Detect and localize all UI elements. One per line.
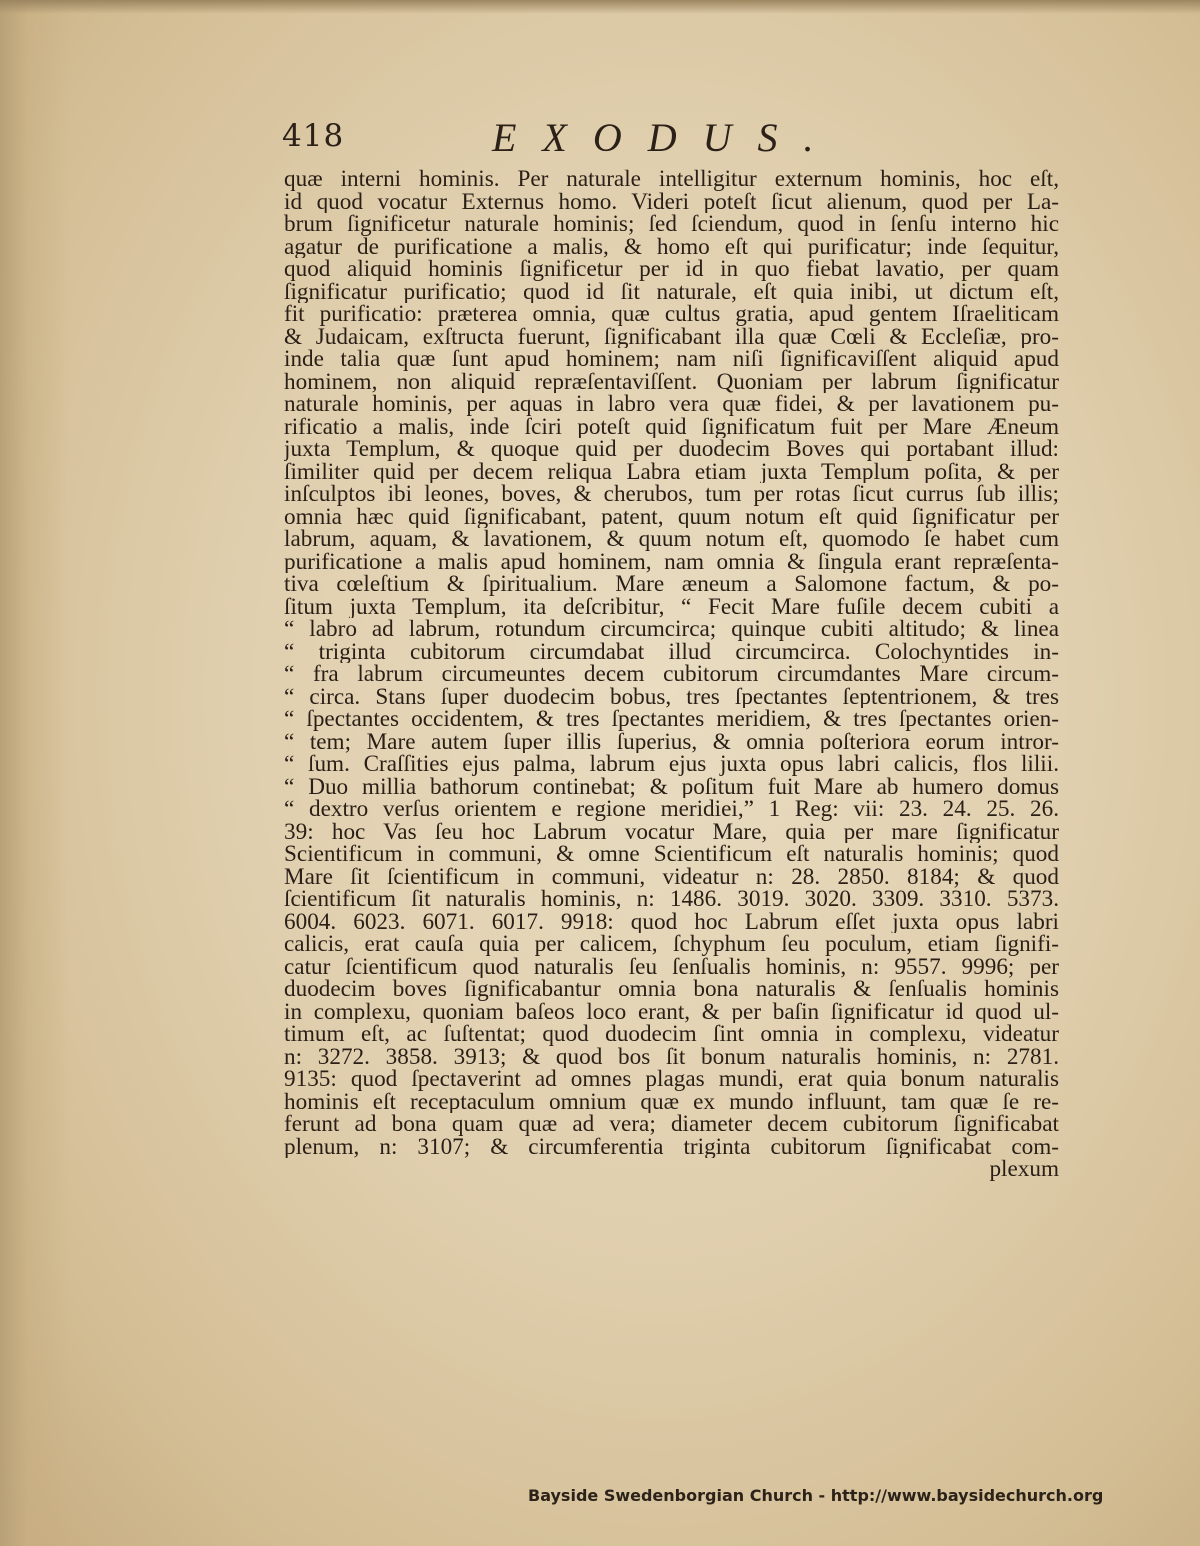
text-line: catur ſcientificum quod naturalis ſeu ſenſualis hominis, n: 9557. 9996; per	[284, 955, 1059, 978]
text-line: omnia hæc quid ſignificabant, patent, quum notum eſt quid ſignificatur per	[284, 505, 1059, 528]
text-line: tiva cœleſtium & ſpiritualium. Mare æneum a Salomone factum, & po-	[284, 573, 1059, 596]
text-line: n: 3272. 3858. 3913; & quod bos ſit bonum naturalis hominis, n: 2781.	[284, 1045, 1059, 1068]
text-line: hominis eſt receptaculum omnium quæ ex mundo influunt, tam quæ ſe re-	[284, 1090, 1059, 1113]
text-line: 9135: quod ſpectaverint ad omnes plagas mundi, erat quia bonum naturalis	[284, 1068, 1059, 1091]
text-line: “ labro ad labrum, rotundum circumcirca; quinque cubiti altitudo; & linea	[284, 618, 1059, 641]
text-line: juxta Templum, & quoque quid per duodecim Boves qui portabant illud:	[284, 438, 1059, 461]
text-line: calicis, erat cauſa quia per calicem, ſchyphum ſeu poculum, etiam ſignifi-	[284, 933, 1059, 956]
text-line: “ circa. Stans ſuper duodecim bobus, tres ſpectantes ſeptentrionem, & tres	[284, 685, 1059, 708]
body-text	[284, 168, 1059, 1181]
text-line: 6004. 6023. 6071. 6017. 9918: quod hoc Labrum eſſet juxta opus labri	[284, 910, 1059, 933]
gutter-shadow	[0, 0, 70, 1546]
text-line: quæ interni hominis. Per naturale intelligitur externum hominis, hoc eſt,	[284, 168, 1059, 191]
text-line: naturale hominis, per aquas in labro vera quæ fidei, & per lavationem pu-	[284, 393, 1059, 416]
text-line: fit purificatio: præterea omnia, quæ cultus gratia, apud gentem Iſraeliticam	[284, 303, 1059, 326]
text-line: “ ſum. Craſſities ejus palma, labrum ejus juxta opus labri calicis, flos lilii.	[284, 753, 1059, 776]
text-line: Mare ſit ſcientificum in communi, videatur n: 28. 2850. 8184; & quod	[284, 865, 1059, 888]
text-line: “ tem; Mare autem ſuper illis ſuperius, & omnia poſteriora eorum intror-	[284, 730, 1059, 753]
footer-credit: Bayside Swedenborgian Church - http://www.baysidechurch.org	[528, 1486, 1104, 1505]
text-line: Scientificum in communi, & omne Scientificum eſt naturalis hominis; quod	[284, 843, 1059, 866]
text-line: ferunt ad bona quam quæ ad vera; diameter decem cubitorum ſignificabat	[284, 1113, 1059, 1136]
text-line: & Judaicam, exſtructa fuerunt, ſignificabant illa quæ Cœli & Eccleſiæ, pro-	[284, 325, 1059, 348]
running-title: EXODUS.	[492, 115, 840, 160]
text-line: agatur de purificatione a malis, & homo eſt qui purificatur; inde ſequitur,	[284, 235, 1059, 258]
text-line: ſitum juxta Templum, ita deſcribitur, “ Fecit Mare fuſile decem cubiti a	[284, 595, 1059, 618]
text-line: plenum, n: 3107; & circumferentia triginta cubitorum ſignificabat com-	[284, 1135, 1059, 1158]
text-line: “ dextro verſus orientem e regione meridiei,” 1 Reg: vii: 23. 24. 25. 26.	[284, 798, 1059, 821]
text-line: timum eſt, ac ſuſtentat; quod duodecim ſint omnia in complexu, videatur	[284, 1023, 1059, 1046]
text-line: ſignificatur purificatio; quod id ſit naturale, eſt quia inibi, ut dictum eſt,	[284, 280, 1059, 303]
text-line: “ Duo millia bathorum continebat; & poſitum fuit Mare ab humero domus	[284, 775, 1059, 798]
text-line: hominem, non aliquid repræſentaviſſent. Quoniam per labrum ſignificatur	[284, 370, 1059, 393]
page-number: 418	[282, 118, 345, 154]
text-line: id quod vocatur Externus homo. Videri poteſt ſicut alienum, quod per La-	[284, 190, 1059, 213]
text-line: 39: hoc Vas ſeu hoc Labrum vocatur Mare, quia per mare ſignificatur	[284, 820, 1059, 843]
text-line: “ ſpectantes occidentem, & tres ſpectantes meridiem, & tres ſpectantes orien-	[284, 708, 1059, 731]
text-line: ſimiliter quid per decem reliqua Labra etiam juxta Templum poſita, & per	[284, 460, 1059, 483]
text-line: brum ſignificetur naturale hominis; ſed ſciendum, quod in ſenſu interno hic	[284, 213, 1059, 236]
text-line: in complexu, quoniam baſeos loco erant, & per baſin ſignificatur id quod ul-	[284, 1000, 1059, 1023]
page-header	[282, 112, 1042, 162]
text-line: rificatio a malis, inde ſciri poteſt quid ſignificatum fuit per Mare Æneum	[284, 415, 1059, 438]
text-line: inſculptos ibi leones, boves, & cherubos, tum per rotas ſicut currus ſub illis;	[284, 483, 1059, 506]
text-line: duodecim boves ſignificabantur omnia bona naturalis & ſenſualis hominis	[284, 978, 1059, 1001]
text-line: ſcientificum ſit naturalis hominis, n: 1486. 3019. 3020. 3309. 3310. 5373.	[284, 888, 1059, 911]
text-line: labrum, aquam, & lavationem, & quum notum eſt, quomodo ſe habet cum	[284, 528, 1059, 551]
text-line: “ fra labrum circumeuntes decem cubitorum circumdantes Mare circum-	[284, 663, 1059, 686]
text-line: inde talia quæ ſunt apud hominem; nam niſi ſignificaviſſent aliquid apud	[284, 348, 1059, 371]
text-line: “ triginta cubitorum circumdabat illud circumcirca. Colochyntides in-	[284, 640, 1059, 663]
text-line: quod aliquid hominis ſignificetur per id in quo fiebat lavatio, per quam	[284, 258, 1059, 281]
page-top-edge	[0, 0, 1200, 14]
text-line: plexum	[989, 1158, 1059, 1181]
text-line: purificatione a malis apud hominem, nam omnia & ſingula erant repræſenta-	[284, 550, 1059, 573]
